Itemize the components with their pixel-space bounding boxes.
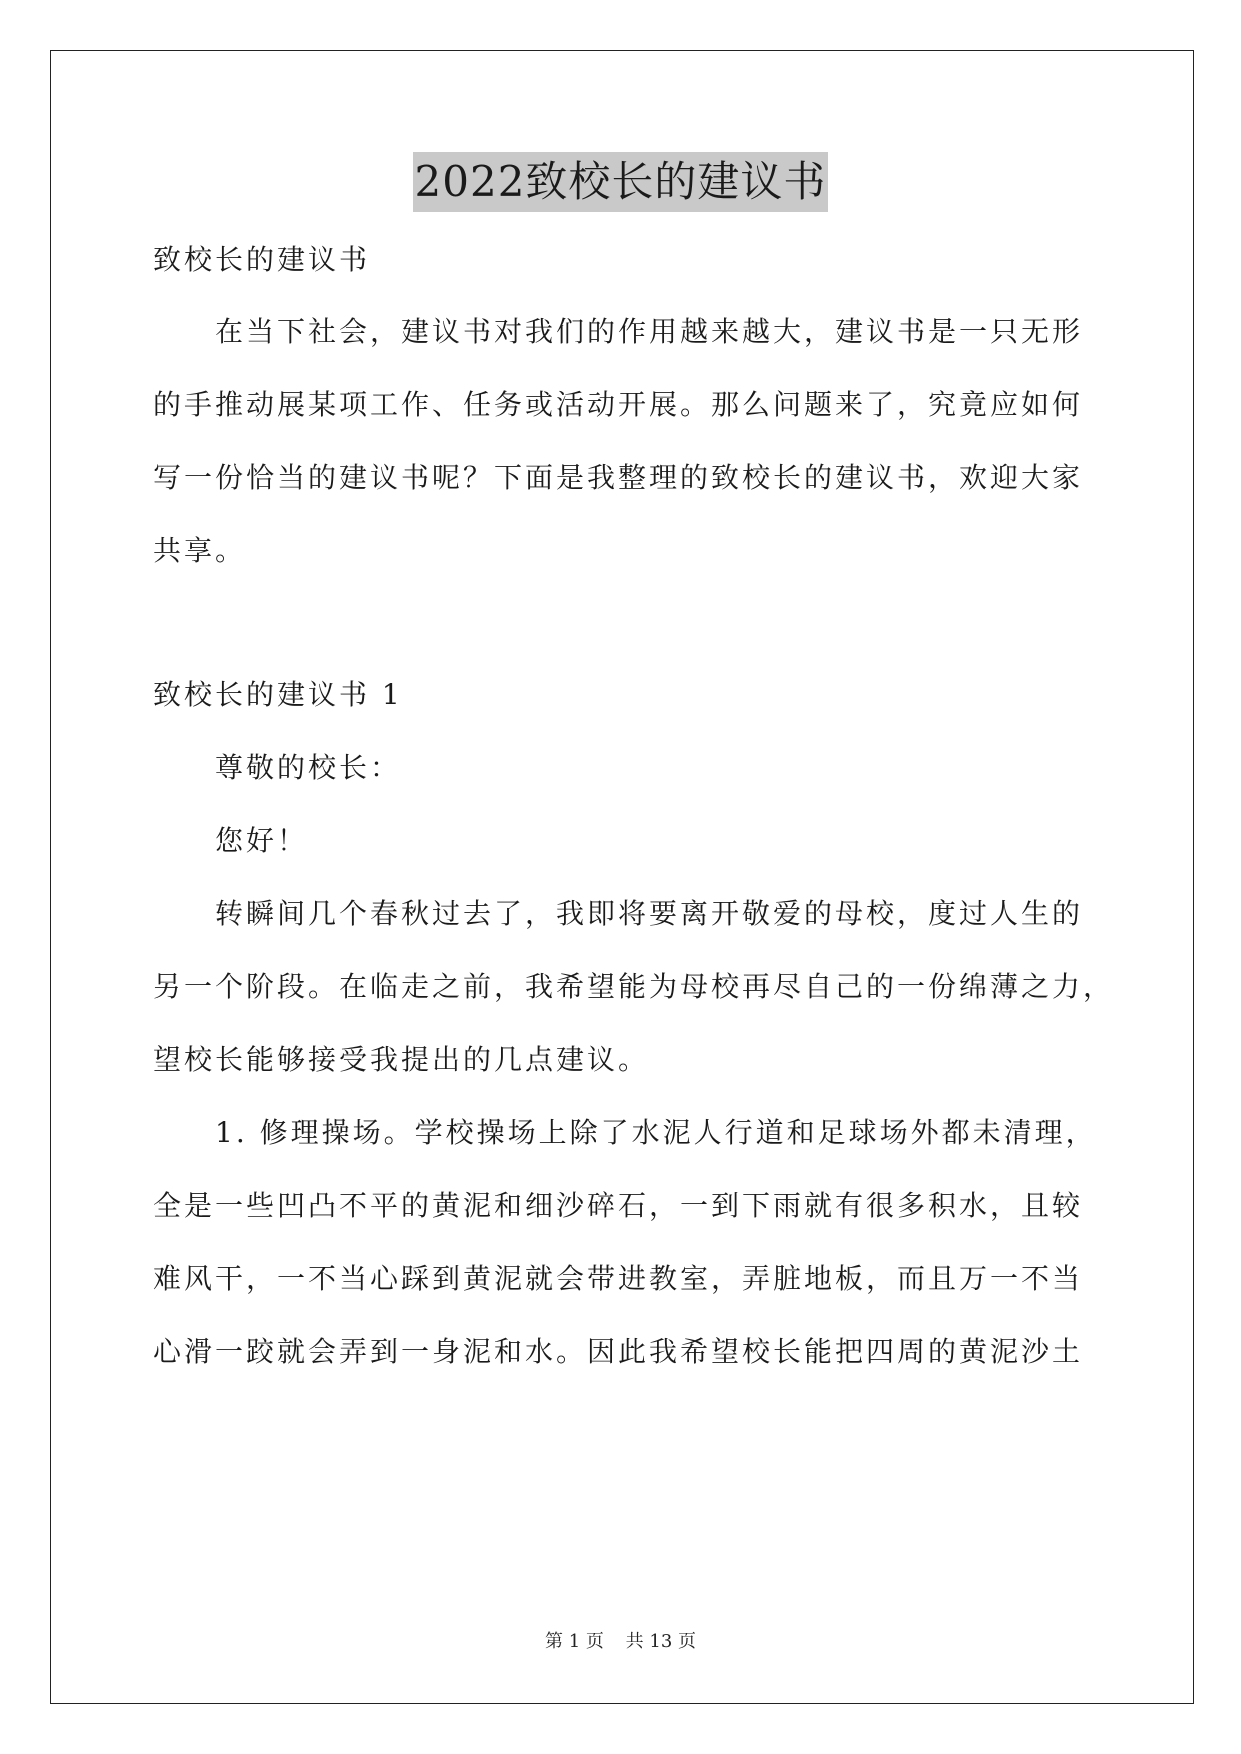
paragraph-line: 写一份恰当的建议书呢？下面是我整理的致校长的建议书，欢迎大家	[153, 461, 1084, 494]
page-total: 共 13 页	[625, 1631, 696, 1652]
section-heading: 致校长的建议书 1	[153, 678, 403, 711]
paragraph-line: 难风干，一不当心踩到黄泥就会带进教室，弄脏地板，而且万一不当	[153, 1262, 1084, 1295]
paragraph-line: 望校长能够接受我提出的几点建议。	[153, 1043, 650, 1076]
greeting: 您好！	[215, 824, 309, 857]
paragraph-line: 共享。	[153, 534, 247, 567]
salutation: 尊敬的校长：	[215, 751, 402, 784]
section-heading: 致校长的建议书	[153, 243, 371, 276]
paragraph-line: 1. 修理操场。学校操场上除了水泥人行道和足球场外都未清理，	[215, 1116, 1097, 1149]
page-number: 第 1 页	[545, 1631, 604, 1652]
paragraph-line: 转瞬间几个春秋过去了，我即将要离开敬爱的母校，度过人生的	[215, 897, 1084, 930]
paragraph-line: 在当下社会，建议书对我们的作用越来越大，建议书是一只无形	[215, 315, 1084, 348]
document-title: 2022致校长的建议书	[413, 152, 829, 212]
title-wrap	[0, 152, 1241, 212]
page-footer	[0, 1630, 1241, 1654]
page-border	[50, 50, 1194, 1704]
paragraph-line: 另一个阶段。在临走之前，我希望能为母校再尽自己的一份绵薄之力，	[153, 970, 1115, 1003]
paragraph-line: 全是一些凹凸不平的黄泥和细沙碎石，一到下雨就有很多积水，且较	[153, 1189, 1084, 1222]
paragraph-line: 心滑一跤就会弄到一身泥和水。因此我希望校长能把四周的黄泥沙土	[153, 1335, 1084, 1368]
paragraph-line: 的手推动展某项工作、任务或活动开展。那么问题来了，究竟应如何	[153, 388, 1084, 421]
